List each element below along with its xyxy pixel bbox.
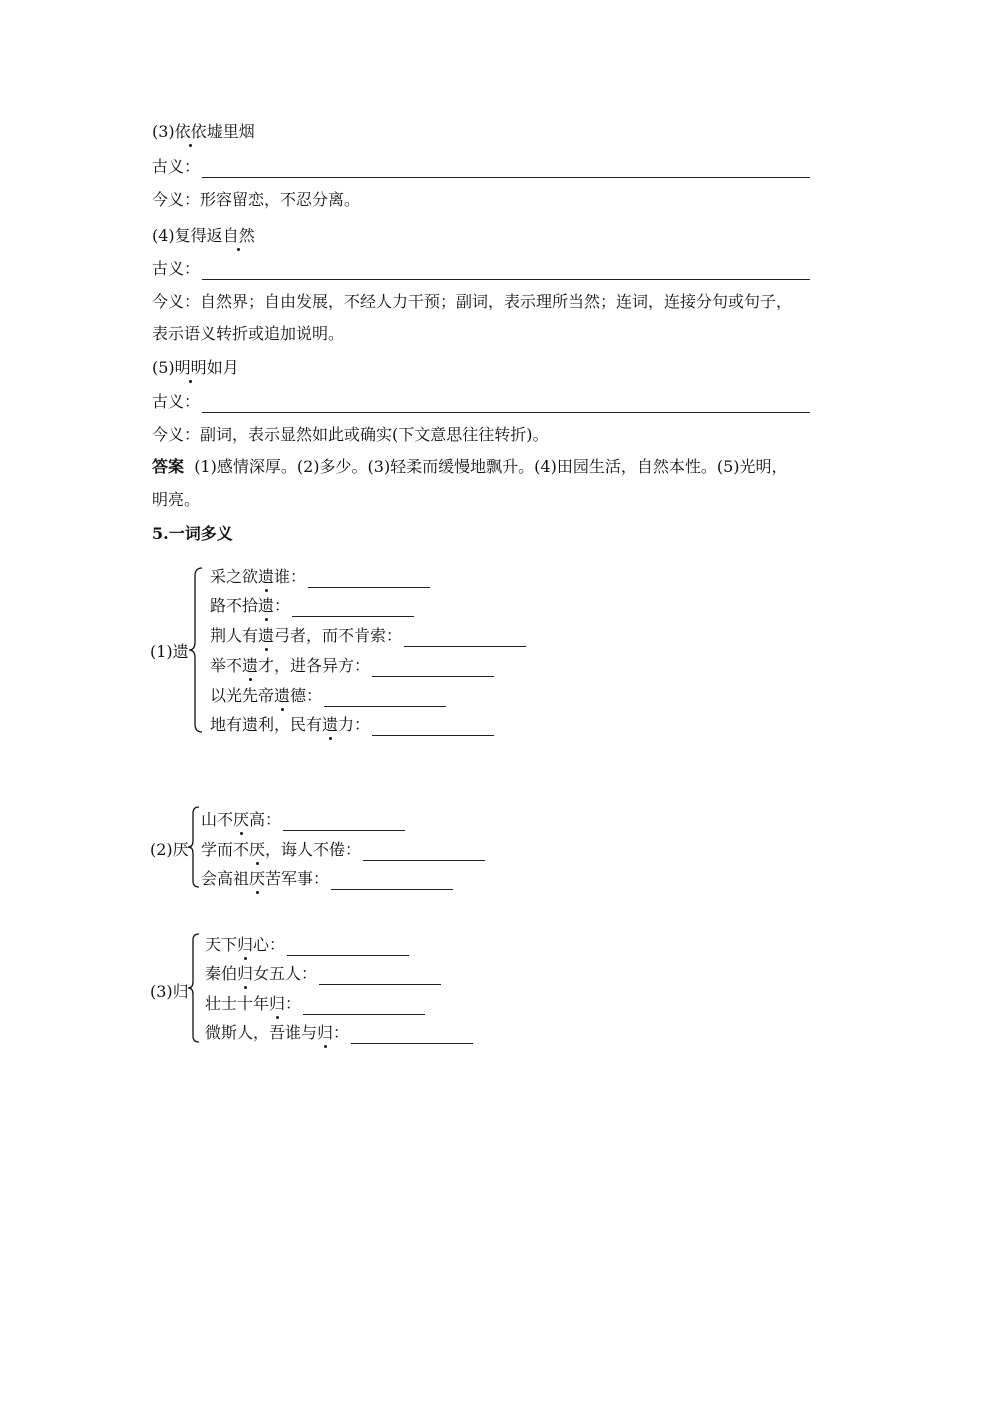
- answer-blank[interactable]: [363, 844, 485, 861]
- answer-blank[interactable]: [292, 600, 414, 617]
- answer-blank[interactable]: [287, 939, 409, 956]
- brace-icon: [187, 932, 201, 1044]
- q4-ancient-meaning-row: 古义：: [152, 258, 810, 280]
- question-4: (4)复得返自然: [152, 226, 255, 245]
- answer-blank[interactable]: [351, 1027, 473, 1044]
- group-1-label: (1)遗: [150, 642, 189, 661]
- list-item: 举不遗才，进各异方：: [210, 655, 494, 677]
- list-item: 路不拾遗：: [210, 595, 414, 617]
- answer-blank[interactable]: [319, 968, 441, 985]
- answer-blank[interactable]: [372, 660, 494, 677]
- group-3-label: (3)归: [150, 982, 189, 1001]
- section-title: 5.一词多义: [152, 524, 233, 543]
- answer-blank[interactable]: [404, 630, 526, 647]
- question-5: (5)明明如月: [152, 358, 239, 377]
- answer-line-1: 答案 (1)感情深厚。(2)多少。(3)轻柔而缓慢地飘升。(4)田园生活，自然本性。(5)光明，: [152, 457, 788, 476]
- answer-blank[interactable]: [331, 873, 453, 890]
- answer-blank[interactable]: [283, 814, 405, 831]
- emphasis-dotted: 明明: [174, 358, 207, 377]
- brace-icon: [187, 805, 201, 889]
- list-item: 山不厌高：: [201, 809, 405, 831]
- answer-label: 答案: [152, 457, 185, 476]
- answer-blank[interactable]: [308, 571, 430, 588]
- list-item: 荆人有遗弓者，而不肯索：: [210, 625, 526, 647]
- q3-modern-meaning: 今义：形容留恋，不忍分离。: [152, 190, 361, 209]
- q3-ancient-meaning-row: 古义：: [152, 156, 810, 178]
- brace-icon: [188, 566, 204, 734]
- answer-line-2: 明亮。: [152, 490, 201, 509]
- q5-modern-meaning: 今义：副词，表示显然如此或确实(下文意思往往转折)。: [152, 425, 549, 444]
- q5-ancient-blank[interactable]: [202, 396, 810, 413]
- answer-blank[interactable]: [372, 719, 494, 736]
- q3-ancient-blank[interactable]: [202, 161, 810, 178]
- emphasis-dotted: 自然: [222, 226, 255, 245]
- q4-modern-meaning-1: 今义：自然界；自由发展，不经人力干预；副词，表示理所当然；连词，连接分句或句子，: [152, 292, 793, 311]
- list-item: 壮士十年归：: [205, 993, 425, 1015]
- list-item: 以光先帝遗德：: [210, 685, 446, 707]
- q4-ancient-blank[interactable]: [202, 263, 810, 280]
- answer-blank[interactable]: [324, 690, 446, 707]
- answer-blank[interactable]: [303, 998, 425, 1015]
- list-item: 地有遗利，民有遗力：: [210, 714, 494, 736]
- list-item: 会高祖厌苦军事：: [201, 868, 453, 890]
- emphasis-dotted: 依依: [174, 122, 207, 141]
- list-item: 学而不厌，诲人不倦：: [201, 839, 485, 861]
- group-2-label: (2)厌: [150, 840, 189, 859]
- list-item: 天下归心：: [205, 934, 409, 956]
- list-item: 秦伯归女五人：: [205, 963, 441, 985]
- list-item: 微斯人，吾谁与归：: [205, 1022, 473, 1044]
- question-3: (3)依依墟里烟: [152, 122, 255, 141]
- list-item: 采之欲遗谁：: [210, 566, 430, 588]
- q4-modern-meaning-2: 表示语义转折或追加说明。: [152, 324, 345, 343]
- q5-ancient-meaning-row: 古义：: [152, 391, 810, 413]
